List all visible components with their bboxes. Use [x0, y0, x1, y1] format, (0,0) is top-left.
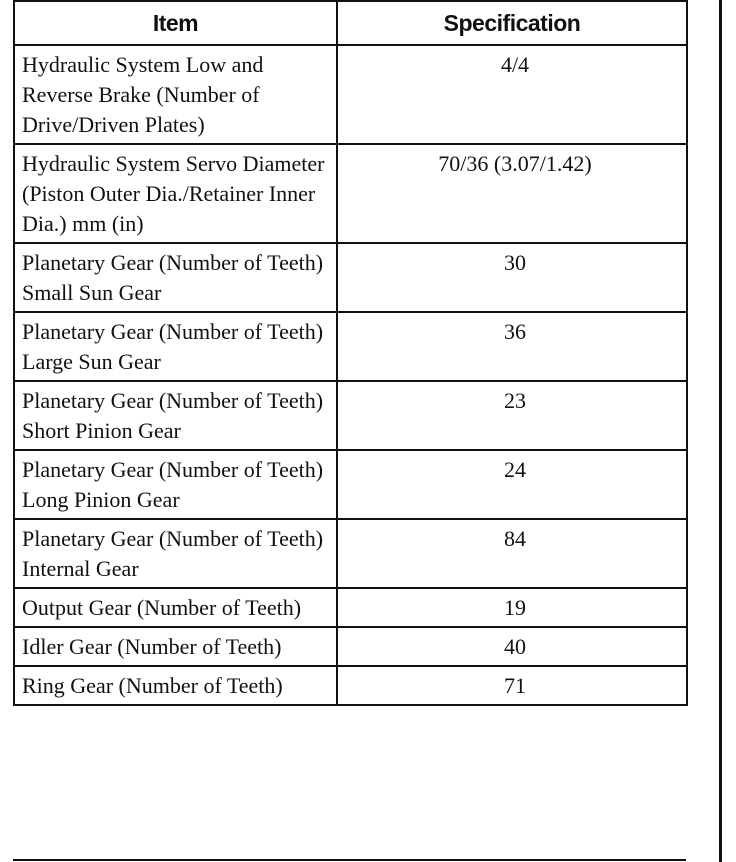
- spec-cell: 40: [337, 627, 687, 666]
- item-cell: Planetary Gear (Number of Teeth) Small Sun Gear: [14, 243, 337, 312]
- page-edge-rule: [719, 0, 722, 862]
- item-cell: Ring Gear (Number of Teeth): [14, 666, 337, 705]
- item-cell: Planetary Gear (Number of Teeth) Large Sun Gear: [14, 312, 337, 381]
- item-cell: Idler Gear (Number of Teeth): [14, 627, 337, 666]
- item-cell: Planetary Gear (Number of Teeth) Internal Gear: [14, 519, 337, 588]
- specification-table: [13, 0, 688, 706]
- table-row: [14, 312, 687, 381]
- spec-cell: 4/4: [337, 45, 687, 144]
- item-cell: Planetary Gear (Number of Teeth) Short Pinion Gear: [14, 381, 337, 450]
- spec-cell: 23: [337, 381, 687, 450]
- header-item: Item: [14, 1, 337, 45]
- item-cell: Hydraulic System Servo Diameter (Piston Outer Dia./Retainer Inner Dia.) mm (in): [14, 144, 337, 243]
- table-row: [14, 450, 687, 519]
- table-row: [14, 243, 687, 312]
- table-row: [14, 588, 687, 627]
- spec-cell: 70/36 (3.07/1.42): [337, 144, 687, 243]
- table-bottom-rule: [13, 859, 686, 861]
- table-row: [14, 627, 687, 666]
- spec-cell: 84: [337, 519, 687, 588]
- table-row: [14, 666, 687, 705]
- spec-cell: 30: [337, 243, 687, 312]
- item-cell: Planetary Gear (Number of Teeth) Long Pinion Gear: [14, 450, 337, 519]
- header-specification: Specification: [337, 1, 687, 45]
- spec-cell: 36: [337, 312, 687, 381]
- table-row: [14, 144, 687, 243]
- spec-cell: 24: [337, 450, 687, 519]
- table-row: [14, 381, 687, 450]
- item-cell: Hydraulic System Low and Reverse Brake (Number of Drive/Driven Plates): [14, 45, 337, 144]
- item-cell: Output Gear (Number of Teeth): [14, 588, 337, 627]
- table-row: [14, 45, 687, 144]
- header-row: [14, 1, 687, 45]
- spec-cell: 19: [337, 588, 687, 627]
- spec-cell: 71: [337, 666, 687, 705]
- table-row: [14, 519, 687, 588]
